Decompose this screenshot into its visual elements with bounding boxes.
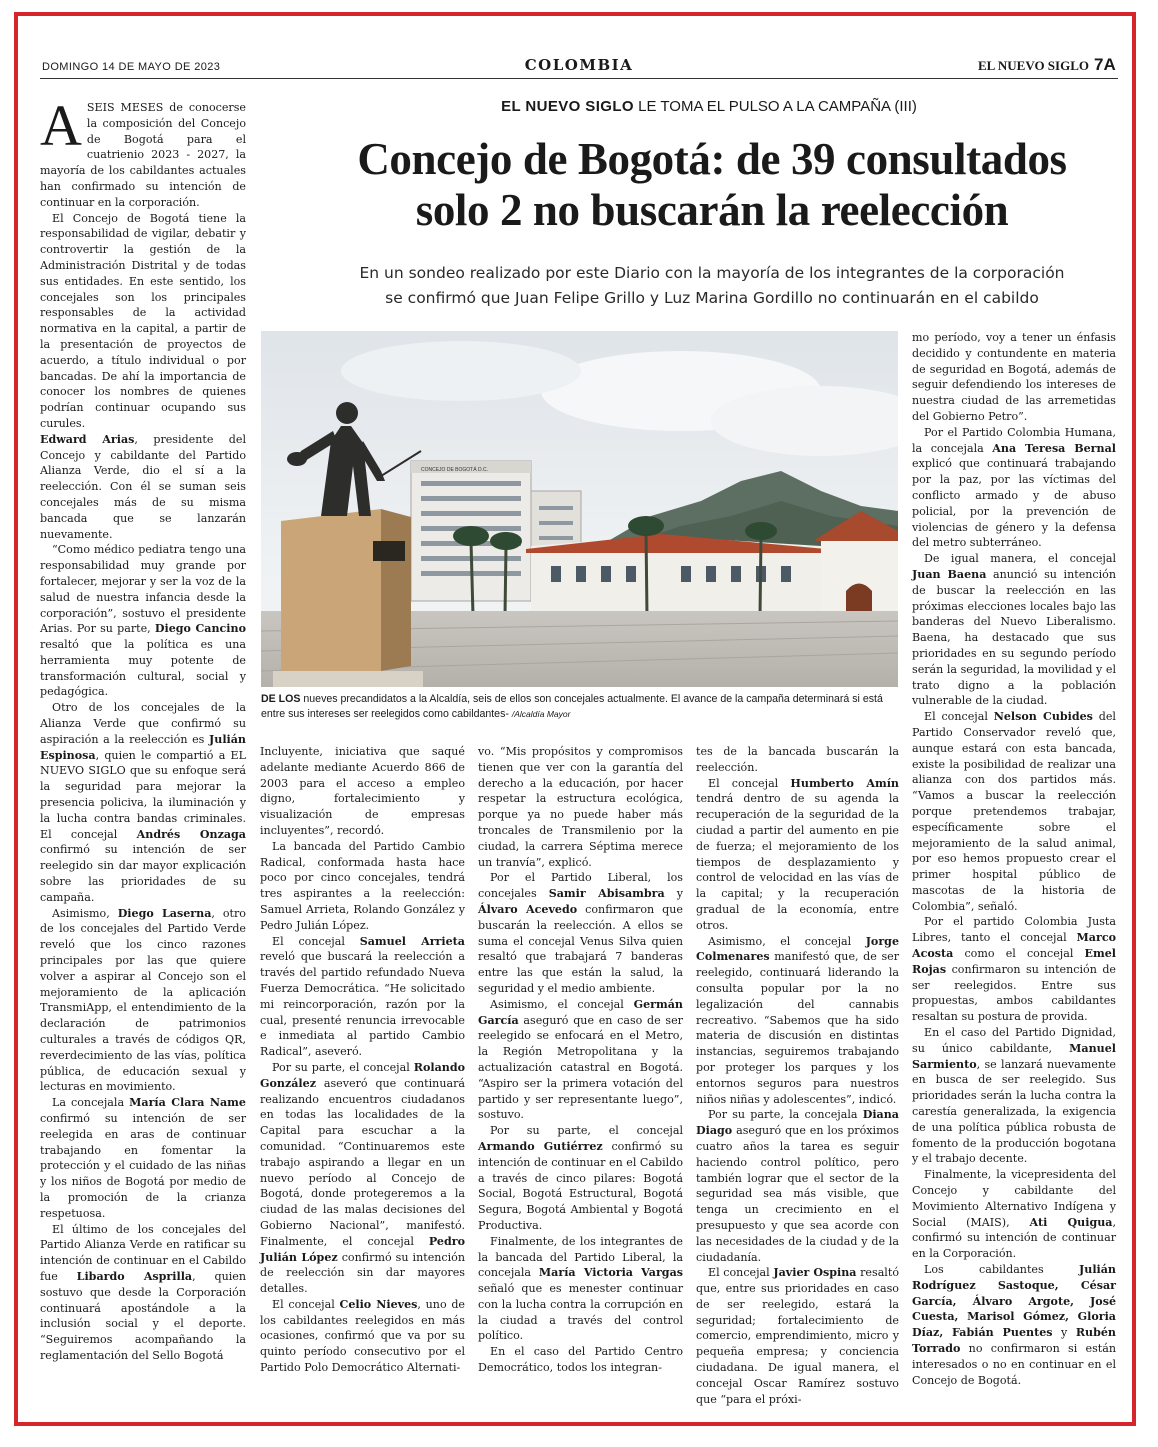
paragraph bbox=[912, 425, 1116, 551]
paragraph-text: y bbox=[1052, 1326, 1076, 1340]
paragraph-text: , quien le compartió a EL NUEVO SIGLO que su enfoque será la seguridad para mejorar la presencia policiva, la iluminación y la lucha contra bandas criminales. El concejal bbox=[40, 748, 246, 841]
person-name: Humberto Amín bbox=[790, 776, 899, 790]
article-column-2 bbox=[260, 744, 465, 1376]
paragraph: El Concejo de Bogotá tiene la responsabilidad de vigilar, debatir y controvertir la gestión de la Administración Distrital y de todas sus entidades. En este sentido, los concejales son los principales responsables de la actividad normativa en la capital, a partir de la presentación de proyectos de acuerdo, a título individual o por bancadas. De ahí la importancia de conocer los nombres de quienes podrían continuar ocupando sus curules. bbox=[40, 211, 246, 430]
paragraph-text: no confirmaron si están interesados o no en continuar en el Concejo de Bogotá. bbox=[912, 1342, 1116, 1387]
paragraph-text: manifestó que, de ser reelegido, continuará liderando la consulta popular por la no legalización del cannabis recreativo. “Sabemos que ha sido materia de discusión en distintas instancias, seguiremos trabajando por proteger los parques y los entornos seguros para nuestros niños niñas y adolescentes”, indicó. bbox=[696, 950, 899, 1106]
paragraph-text: Asimismo, bbox=[52, 906, 118, 920]
paragraph bbox=[912, 1167, 1116, 1262]
person-name: Edward Arias bbox=[40, 432, 135, 446]
paragraph bbox=[40, 700, 246, 905]
paragraph-text: El último de los concejales del Partido Alianza Verde en ratificar su intención de continuar en el Cabildo fue bbox=[40, 1222, 246, 1283]
person-name: Juan Baena bbox=[912, 567, 987, 581]
article-column-3 bbox=[478, 744, 683, 1376]
person-name: Jorge Colmenares bbox=[696, 934, 899, 964]
headline-line-1: Concejo de Bogotá: de 39 consultados bbox=[357, 134, 1067, 184]
article-column-1 bbox=[40, 93, 247, 1364]
page-number: 7A bbox=[1094, 55, 1116, 74]
paragraph bbox=[40, 1095, 246, 1221]
person-name: Andrés Onzaga bbox=[136, 827, 246, 841]
paragraph-text: Por su parte, el concejal bbox=[272, 1060, 414, 1074]
paragraph-text: , presidente del Concejo y cabildante del Partido Alianza Verde, dio el sí a la reelección. Con él se suman seis concejales más de su misma bancada que se lanzarán nuevamente. bbox=[40, 432, 247, 541]
person-name: Armando Gutiérrez bbox=[478, 1139, 603, 1153]
paragraph bbox=[260, 1060, 465, 1297]
paragraph-text: Por el Partido Colombia Humana, la concejala bbox=[912, 425, 1116, 455]
person-name: Libardo Asprilla bbox=[76, 1269, 193, 1283]
paragraph-text: confirmó su intención de ser reelegida en aras de continuar trabajando en fomentar la protección y el cuidado de las niñas y los niños de Bogotá por medio de la promoción de la crianza respetuosa. bbox=[40, 1112, 246, 1220]
paragraph-text: confirmó su intención de ser reelegido sin dar mayor explicación sobre las prioridades de su campaña. bbox=[40, 843, 246, 904]
person-name: Julián Espinosa bbox=[40, 732, 246, 762]
person-name: Ati Quigua bbox=[1029, 1215, 1113, 1229]
kicker-text: LE TOMA EL PULSO A LA CAMPAÑA (III) bbox=[638, 98, 917, 115]
deck-line-2: se confirmó que Juan Felipe Grillo y Luz Marina Gordillo no continuarán en el cabildo bbox=[385, 289, 1039, 307]
paragraph-text: Por su parte, la concejala bbox=[708, 1108, 863, 1122]
plaza-statue-photo bbox=[261, 331, 898, 687]
paragraph-text: El concejal bbox=[924, 710, 994, 724]
paragraph-text: Finalmente, la vicepresidenta del Concejo y cabildante del Movimiento Alternativo Indígena y Social (MAIS), bbox=[912, 1168, 1116, 1229]
paragraph bbox=[40, 93, 246, 211]
caption-credit: /Alcaldía Mayor bbox=[511, 709, 571, 719]
paragraph-text: De igual manera, el concejal bbox=[924, 552, 1116, 566]
paragraph-text: , confirmó su intención de continuar en la Corporación. bbox=[912, 1215, 1116, 1261]
paragraph-text: anunció su intención de buscar la reelección en las próximas elecciones locales bajo las banderas del Nuevo Liberalismo. Baena, ha destacado que sus prioridades en su segundo período serán la seguridad, la movilidad y el trato digno a la población vulnerable de la ciudad. bbox=[912, 567, 1116, 708]
person-name: Pedro Julián López bbox=[260, 1234, 465, 1264]
issue-date: DOMINGO 14 DE MAYO DE 2023 bbox=[42, 61, 221, 73]
paragraph: mo período, voy a tener un énfasis decidido y contundente en materia de seguridad en Bogotá, además de seguir defendiendo los intereses de nuestra ciudad de las arremetidas del Gobierno Petro”. bbox=[912, 331, 1116, 423]
paragraph-text: “Como médico pediatra tengo una responsabilidad muy grande por fortalecer, mejorar y ser la voz de la salud de nuestra infancia desde la corporación”, sostuvo el presidente Arias. Por su parte, bbox=[40, 543, 246, 636]
paragraph-text: Otro de los concejales de la Alianza Verde que confirmó su aspiración a la reelección es bbox=[40, 701, 246, 746]
paragraph bbox=[696, 1265, 899, 1407]
paragraph bbox=[40, 432, 246, 543]
paragraph-text: SEIS MESES de conocerse la composición del Concejo de Bogotá para el cuatrienio 2023 - 2027, la mayoría de los cabildantes actuales han confirmado su intención de continuar en la corporación. bbox=[40, 101, 246, 209]
article-column-4 bbox=[696, 744, 899, 1407]
caption-text: nueves precandidatos a la Alcaldía, seis de ellos son concejales actualmente. El avance de la campaña determinará si está entre sus intereses ser reelegidos como cabildantes- bbox=[261, 693, 883, 720]
paragraph bbox=[696, 776, 899, 934]
person-name: Samuel Arrieta bbox=[359, 934, 465, 948]
kicker-brand: EL NUEVO SIGLO bbox=[501, 98, 634, 115]
caption-lead: DE LOS bbox=[261, 693, 301, 705]
paragraph-text: El concejal bbox=[708, 776, 791, 790]
paragraph-text: confirmó su intención de continuar en el Cabildo a través de cinco pilares: Bogotá Social, Bogotá Estructural, Bogotá Segura, Bogotá Ambiental y Bogotá Productiva. bbox=[478, 1139, 683, 1232]
deck-line-1: En un sondeo realizado por este Diario con la mayoría de los integrantes de la corporación bbox=[359, 264, 1065, 282]
paragraph-text: tendrá dentro de su agenda la recuperación de la seguridad de la ciudad a partir del aumento en pie de fuerza; el mejoramiento de los tiempos de desplazamiento y control de velocidad en las vías de la capital; y la recuperación gradual de la economía, entre otros. bbox=[696, 792, 899, 932]
paragraph-text: resaltó que la política es una herramienta muy potente de transformación cultural, social y pedagógica. bbox=[40, 638, 246, 699]
kicker bbox=[260, 98, 1158, 115]
newspaper-brand: EL NUEVO SIGLO bbox=[978, 58, 1089, 73]
paragraph: vo. “Mis propósitos y compromisos tienen que ver con la garantía del derecho a la educación, por hacer respetar la estructura ecológica, porque ya no puede haber más troncales de Transmilenio por la ciudad, la carrera Séptima merece un tranvía”, explicó. bbox=[478, 745, 683, 869]
person-name: Nelson Cubides bbox=[993, 710, 1093, 724]
paragraph bbox=[696, 1107, 899, 1265]
person-name: Rolando González bbox=[260, 1060, 465, 1090]
paragraph-text: , uno de los cabildantes reelegidos en más ocasiones, confirmó que va por su quinto período consecutivo por el Partido Polo Democrático Alternati- bbox=[260, 1297, 465, 1375]
person-name: Emel Rojas bbox=[912, 947, 1116, 976]
paragraph-text: Los cabildantes bbox=[924, 1263, 1079, 1277]
person-name: María Clara Name bbox=[129, 1096, 246, 1110]
paragraph-text: explicó que continuará trabajando por la paz, por las víctimas del conflicto armado y de abuso policial, por la prevención de violencias de género y la defensa del metro subterráneo. bbox=[912, 457, 1116, 550]
person-name: Manuel Sarmiento bbox=[912, 1041, 1116, 1071]
paragraph-text: En el caso del Partido Dignidad, su único cabildante, bbox=[912, 1026, 1116, 1055]
paragraph-text: , se lanzará nuevamente en busca de ser reelegido. Sus prioridades serán la lucha contra la carestía generalizada, la exigencia de una política pública robusta de fomento de la producción bogotana y el trabajo decente. bbox=[912, 1057, 1116, 1166]
header-rule bbox=[40, 78, 1118, 79]
section-title: COLOMBIA bbox=[524, 56, 634, 74]
paragraph-text: La concejala bbox=[52, 1096, 130, 1110]
person-name: Ana Teresa Bernal bbox=[992, 441, 1116, 455]
paragraph-text: resaltó que, entre sus prioridades en caso de ser reelegido, estará la seguridad; fortalecimiento de comercio, emprendimiento, micro y pequeña empresa; y conciencia ciudadana. De igual manera, el concejal Oscar Ramírez sostuvo que “para el próxi- bbox=[696, 1266, 899, 1406]
paragraph-text: , quien sostuvo que desde la Corporación continuará apostándole a la inclusión social y el deporte. “Seguiremos acompañando la reglamentación del Sello Bogotá bbox=[40, 1269, 246, 1362]
person-name: Celio Nieves bbox=[339, 1297, 418, 1311]
person-name: Germán García bbox=[478, 997, 683, 1027]
paragraph bbox=[696, 934, 899, 1108]
person-name: Julián Rodríguez Sastoque, César García, Álvaro Argote, José Cuesta, Marisol Gómez, Gloria Díaz, Fabián Puentes bbox=[912, 1263, 1116, 1340]
article-column-5 bbox=[912, 330, 1116, 1388]
person-name: Javier Ospina bbox=[773, 1266, 857, 1280]
paragraph bbox=[478, 1234, 683, 1345]
paragraph bbox=[478, 997, 683, 1123]
person-name: María Victoria Vargas bbox=[538, 1266, 683, 1280]
paragraph bbox=[478, 870, 683, 996]
paragraph-text: del Partido Conservador reveló que, aunque estará con esta bancada, existe la posibilidad de realizar una alianza con dos partidos más. “Vamos a buscar la reelección porque pretendemos trabajar, específicamente sobre el mejoramiento de la salud animal, por eso hemos propuesto crear el primer hospital público de mascotas de la historia de Colombia”, señaló. bbox=[912, 710, 1116, 913]
paragraph-text: y bbox=[664, 887, 683, 901]
paragraph-text: Asimismo, el concejal bbox=[708, 934, 866, 948]
drop-cap: A bbox=[40, 93, 82, 158]
paragraph-text: aseguró que en los próximos cuatro años la tarea es seguir haciendo control político, pero también lograr que el sector de la seguridad sea más visible, que tenga un crecimiento en el presupuesto y que sea acorde con las necesidades de la ciudad y de la ciudadanía. bbox=[696, 1124, 899, 1264]
photo-caption bbox=[261, 692, 898, 722]
pedestal-plaque bbox=[373, 541, 405, 561]
paragraph bbox=[912, 1262, 1116, 1388]
paragraph-text: El concejal bbox=[708, 1266, 774, 1280]
paragraph-text: , otro de los concejales del Partido Verde reveló que los cinco razones principales por las que quiere volver a aspirar al Concejo son el mejoramiento de la aplicación TransmiApp, el entendimiento de la declaración de patrimonios culturales a través de códigos QR, reverdecimiento de las vías, política pública, de educación sexual y lecturas en movimiento. bbox=[40, 906, 246, 1094]
paragraph: tes de la bancada buscarán la reelección. bbox=[696, 745, 899, 774]
paragraph bbox=[40, 542, 246, 700]
paragraph bbox=[478, 1123, 683, 1234]
paragraph-text: confirmaron que buscarán la reelección. A ellos se suma el concejal Venus Silva quien resaltó que trabajará 7 banderas entre las que están la salud, la seguridad y el medio ambiente. bbox=[478, 902, 683, 995]
person-name: Marco Acosta bbox=[912, 931, 1116, 961]
paragraph-text: Por su parte, el concejal bbox=[490, 1124, 683, 1138]
paragraph bbox=[40, 906, 246, 1096]
paragraph-text: aseguró que en caso de ser reelegido se enfocará en el Metro, la Región Metropolitana y la actualización catastral en Bogotá. “Aspiro ser la primera votación del partido y ser representante luego”, sostuvo. bbox=[478, 1013, 683, 1122]
paragraph: Incluyente, iniciativa que saqué adelante mediante Acuerdo 866 de 2003 para el acceso a empleo digno, fortalecimiento y visualización de empresas incluyentes”, recordó. bbox=[260, 745, 465, 837]
paragraph-text: Por el partido Colombia Justa Libres, tanto el concejal bbox=[912, 915, 1116, 945]
paragraph bbox=[260, 934, 465, 1060]
paragraph bbox=[912, 551, 1116, 709]
paragraph-text: El concejal bbox=[272, 1297, 340, 1311]
paragraph-text: señaló que es menester continuar con la lucha contra la corrupción en la ciudad a través del control político. bbox=[478, 1282, 683, 1343]
paragraph-text: El concejal bbox=[272, 934, 360, 948]
paragraph bbox=[912, 1025, 1116, 1167]
paragraph bbox=[40, 1222, 246, 1364]
person-name: Samir Abisambra bbox=[548, 887, 665, 901]
paragraph: La bancada del Partido Cambio Radical, conformada hasta hace poco por cinco concejales, tendrá tres aspirantes a la reelección: Samuel Arrieta, Rolando González y Pedro Julián López. bbox=[260, 839, 465, 932]
paragraph bbox=[912, 914, 1116, 1025]
paragraph bbox=[260, 1297, 465, 1376]
person-name: Diego Laserna bbox=[117, 906, 212, 920]
paragraph-text: confirmaron su intención de ser reelegidos. Entre sus propuestas, ambos cabildantes resaltan su postura de provida. bbox=[912, 962, 1116, 1024]
deck bbox=[262, 261, 1158, 311]
person-name: Diana Diago bbox=[696, 1108, 899, 1138]
building-sign: CONCEJO DE BOGOTÁ D.C. bbox=[421, 467, 488, 473]
paragraph bbox=[912, 709, 1116, 914]
paragraph-text: aseveró que continuará realizando encuentros ciudadanos en todas las localidades de la Capital para escuchar a la comunidad. “Continuaremos este trabajo aspirando a llegar en un nuevo período al Concejo de Bogotá, donde protegeremos a la ciudad de las malas decisiones del Gobierno Nacional”, manifestó. Finalmente, el concejal bbox=[260, 1076, 465, 1248]
paragraph-text: como el concejal bbox=[953, 947, 1085, 961]
article-photo bbox=[261, 331, 898, 687]
paragraph-text: reveló que buscará la reelección a través del partido refundado Nueva Fuerza Democrática. “He solicitado mi reincorporación, razón por la cual, presenté renuncia irrevocable e inmediata al partido Cambio Radical”, aseveró. bbox=[260, 950, 465, 1059]
paragraph-text: Finalmente, de los integrantes de la bancada del Partido Liberal, la concejala bbox=[478, 1234, 683, 1280]
paragraph-text: Por el Partido Liberal, los concejales bbox=[478, 871, 683, 901]
headline bbox=[262, 134, 1158, 236]
paragraph: En el caso del Partido Centro Democrático, todos los integran- bbox=[478, 1345, 683, 1375]
paragraph-text: confirmó su intención de reelección sin dar mayores detalles. bbox=[260, 1250, 465, 1296]
person-name: Diego Cancino bbox=[154, 622, 246, 636]
person-name: Álvaro Acevedo bbox=[478, 902, 578, 916]
paragraph-text: Asimismo, el concejal bbox=[490, 997, 634, 1011]
person-name: Rubén Torrado bbox=[912, 1326, 1116, 1355]
headline-line-2: solo 2 no buscarán la reelección bbox=[415, 185, 1009, 235]
